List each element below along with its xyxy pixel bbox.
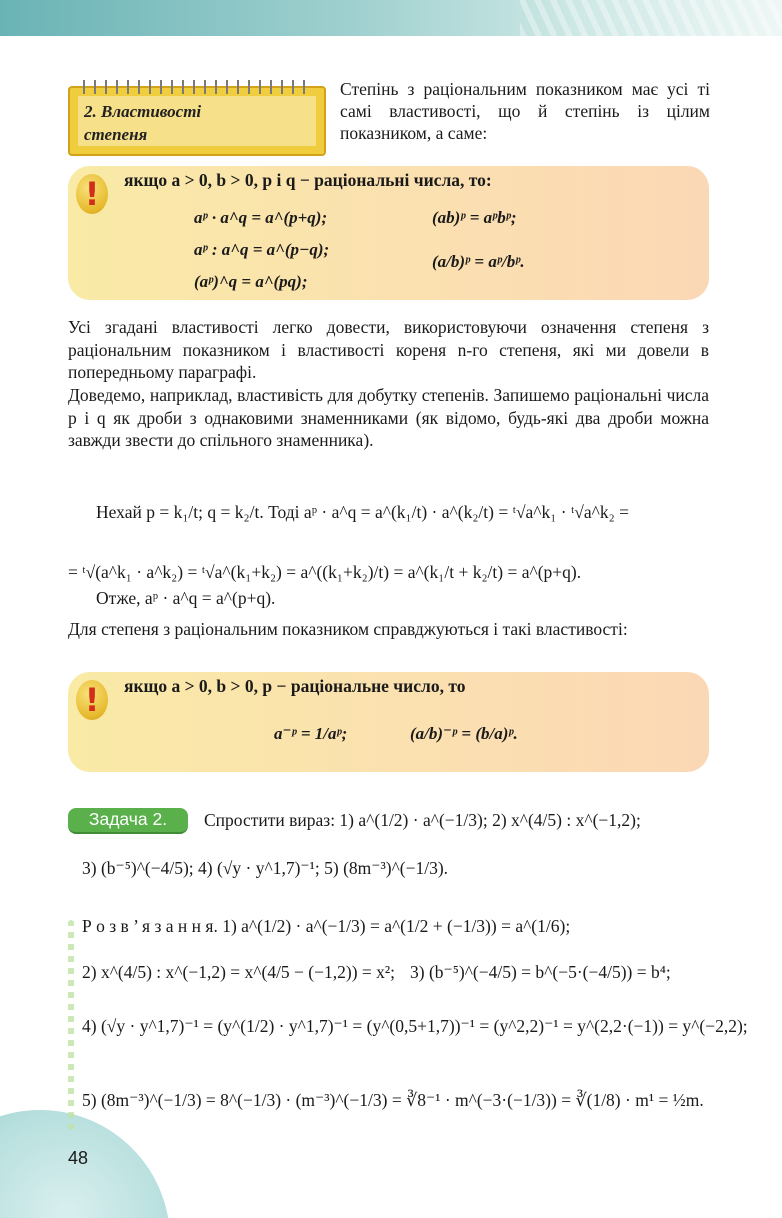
spiral-binding-icon — [80, 80, 314, 94]
section-card — [68, 86, 326, 156]
task-badge — [68, 808, 188, 834]
rule-box-properties — [68, 166, 709, 300]
section-title — [84, 100, 201, 146]
solution-step-5: 5) (8m⁻³)^(−1/3) = 8^(−1/3) · (m⁻³)^(−1/3) = ∛8⁻¹ · m^(−3·(−1/3)) = ∛(1/8) · m¹ = ½m. — [82, 1090, 704, 1110]
task-prompt: Спростити вираз: 1) a^(1/2) · a^(−1/3); 2) x^(4/5) : x^(−1,2); — [204, 810, 641, 830]
rule1-formula-power: (aᵖ)^q = a^(pq); — [194, 272, 308, 291]
solution-step-4: 4) (√y · y^1,7)⁻¹ = (y^(1/2) · y^1,7)⁻¹ = (y^(0,5+1,7))⁻¹ = (y^2,2)⁻¹ = y^(2,2·(−1)) = y^(−2,2); — [82, 1016, 748, 1036]
rule2-condition: якщо a > 0, b > 0, p − раціональне число, то — [124, 676, 466, 696]
solution-step-2: 2) x^(4/5) : x^(−1,2) = x^(4/5 − (−1,2)) = x²; — [82, 962, 396, 982]
rule2-formula-negative: a⁻ᵖ = 1/aᵖ; — [274, 724, 348, 743]
rule1-formula-fraction-base: (a/b)ᵖ = aᵖ/bᵖ. — [432, 252, 525, 271]
rule-box-negative-exponent — [68, 672, 709, 772]
header-pattern — [520, 0, 782, 36]
intro-text: Степінь з раціональним показником має усі ті самі властивості, що й степінь із цілим показником, а саме: — [340, 79, 710, 143]
section-title-line1: 2. Властивості — [84, 102, 202, 121]
section-title-line2: степеня — [84, 125, 148, 144]
rule1-condition: якщо a > 0, b > 0, p і q − раціональні числа, то: — [124, 170, 492, 190]
rule1-formula-product-base: (ab)ᵖ = aᵖbᵖ; — [432, 208, 517, 227]
rule1-formula-product: aᵖ · a^q = a^(p+q); — [194, 208, 328, 227]
rule1-formula-quotient: aᵖ : a^q = a^(p−q); — [194, 240, 330, 259]
task-items: 3) (b⁻⁵)^(−4/5); 4) (√y · y^1,7)⁻¹; 5) (8m⁻³)^(−1/3). — [82, 858, 449, 878]
proof-line-1: Нехай p = k₁/t; q = k₂/t. Тоді aᵖ · a^q = a^(k₁/t) · a^(k₂/t) = ᵗ√a^k₁ · ᵗ√a^k₂ = — [96, 502, 629, 522]
paragraph-1: Усі згадані властивості легко довести, використовуючи означення степеня з раціональним показником і властивості кореня n-го степеня, які ми довели в попередньому параграфі. — [68, 317, 709, 382]
page-number: 48 — [68, 1148, 89, 1168]
dotted-margin-line — [68, 920, 74, 1130]
rule2-formula-fraction: (a/b)⁻ᵖ = (b/a)ᵖ. — [410, 724, 518, 743]
proof-line-2: = ᵗ√(a^k₁ · a^k₂) = ᵗ√a^(k₁+k₂) = a^((k₁+k₂)/t) = a^(k₁/t + k₂/t) = a^(p+q). — [68, 562, 582, 582]
solution-step-1: Р о з в ’ я з а н н я. 1) a^(1/2) · a^(−1/3) = a^(1/2 + (−1/3)) = a^(1/6); — [82, 916, 571, 936]
proof-line-3: Отже, aᵖ · a^q = a^(p+q). — [96, 588, 276, 608]
paragraph-3: Для степеня з раціональним показником справджуються і такі властивості: — [68, 619, 628, 639]
paragraph-2: Доведемо, наприклад, властивість для добутку степенів. Запишемо раціональні числа p і q як дроби з однаковими знаменниками (як відомо, будь-які два дроби можна завжди звести до спільного знаменника). — [68, 385, 709, 450]
task-badge-label: Задача 2. — [88, 809, 168, 829]
exclamation-icon: ! — [76, 680, 108, 720]
solution-step-3: 3) (b⁻⁵)^(−4/5) = b^(−5·(−4/5)) = b⁴; — [410, 962, 671, 982]
exclamation-icon: ! — [76, 174, 108, 214]
